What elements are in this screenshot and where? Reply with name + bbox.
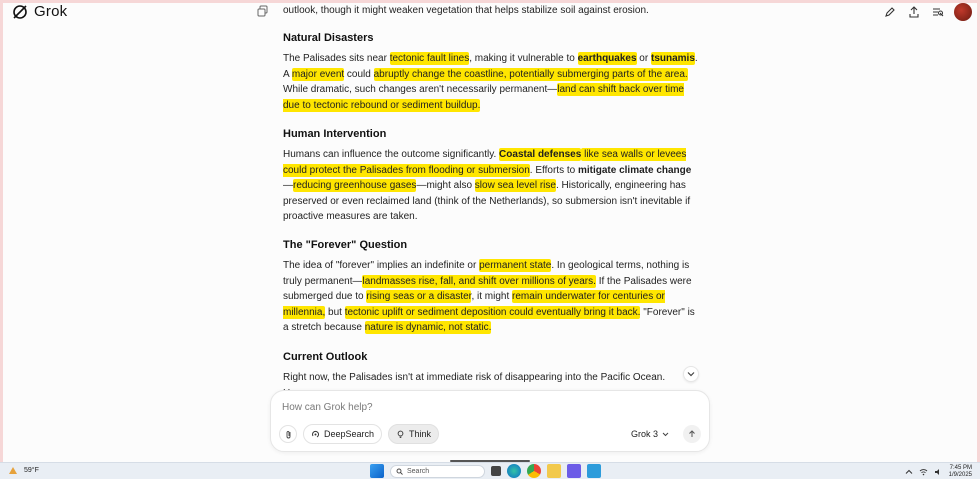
highlighted-text: reducing greenhouse gases [293, 180, 417, 192]
highlighted-text: land can shift back over time due to tectonic rebound or sediment buildup. [283, 84, 684, 111]
chrome-icon[interactable] [527, 464, 541, 478]
attach-button[interactable] [279, 425, 297, 443]
temperature: 59°F [24, 467, 39, 474]
deepsearch-label: DeepSearch [324, 429, 375, 439]
taskbar-apps [370, 464, 601, 478]
app-name: Grok [34, 3, 68, 20]
history-icon[interactable] [930, 4, 946, 20]
response-content [283, 0, 698, 383]
highlighted-text: tectonic fault lines [389, 53, 470, 64]
bold-text: mitigate climate change [577, 164, 692, 176]
prompt-composer[interactable] [270, 390, 710, 452]
section-paragraph: The Palisades sits near tectonic fault lines, making it vulnerable to earthquakes or tsunamis. A major event could abruptly change the coastline, potentially submerging parts of the area. While dramatic, such changes aren't necessarily permanent—land can shift back over time due to tectonic rebound or sediment buildup. [283, 53, 698, 111]
highlighted-text: earthquakes [577, 53, 637, 64]
highlighted-text: tectonic uplift or sediment deposition could eventually bring it back. [344, 306, 641, 318]
clock-time: 7:45 PM [949, 465, 972, 471]
prompt-input[interactable]: How can Grok help? [282, 402, 373, 413]
deepsearch-button[interactable] [303, 424, 382, 444]
weather-widget[interactable] [8, 466, 39, 475]
highlighted-text: landmasses rise, fall, and shift over millions of years. [362, 275, 596, 287]
chevron-down-icon [687, 370, 695, 378]
edit-icon[interactable] [882, 4, 898, 20]
section-paragraph: Humans can influence the outcome significantly. Coastal defenses like sea walls or levees could protect the Palisades from flooding or submersion. Efforts to mitigate climate change—reducing greenhouse gases—might also slow sea level rise. Historically, engineering has preserved or even reclaimed land (think of the Netherlands), so submersion isn't inevitable if proactive measures are taken. [283, 149, 692, 223]
chevron-up-icon[interactable] [905, 468, 913, 476]
section-heading: Current Outlook [283, 351, 368, 363]
highlighted-text: tsunamis [650, 53, 695, 64]
grok-logo-icon [12, 4, 28, 20]
taskbar [0, 462, 980, 479]
share-icon[interactable] [906, 4, 922, 20]
model-label: Grok 3 [630, 429, 658, 439]
highlighted-text: permanent state [479, 260, 552, 271]
highlighted-text: rising seas or a disaster [366, 291, 472, 303]
search-icon [396, 468, 403, 475]
taskbar-search[interactable] [390, 465, 485, 478]
think-label: Think [409, 429, 432, 439]
intro-line: outlook, though it might weaken vegetation that helps stabilize soil against erosion. [283, 5, 649, 16]
user-avatar[interactable] [954, 3, 972, 21]
store-icon[interactable] [587, 464, 601, 478]
file-explorer-icon[interactable] [547, 464, 561, 478]
deepsearch-icon [311, 430, 320, 439]
lightbulb-icon [396, 430, 405, 439]
section-heading: Natural Disasters [283, 32, 374, 44]
model-selector[interactable] [631, 429, 669, 439]
edge-icon[interactable] [507, 464, 521, 478]
paperclip-icon [284, 430, 293, 439]
clock[interactable] [949, 465, 972, 479]
highlighted-text: slow sea level rise [474, 180, 556, 192]
wifi-icon[interactable] [919, 468, 928, 476]
top-toolbar [882, 3, 972, 21]
highlighted-text: Coastal defenses [499, 149, 582, 160]
section-heading: Human Intervention [283, 128, 387, 140]
highlighted-text: major event [291, 68, 345, 80]
copy-icon[interactable] [257, 5, 269, 17]
task-view-icon[interactable] [491, 466, 501, 476]
highlighted-text: like sea walls or levees could protect the Palisades from flooding or submersion [283, 149, 687, 176]
section-heading: The "Forever" Question [283, 239, 408, 251]
clock-date: 1/9/2025 [948, 472, 972, 478]
app-icon[interactable] [567, 464, 581, 478]
scroll-down-button[interactable] [683, 366, 699, 382]
highlighted-text: remain underwater for centuries or millennia, [283, 291, 665, 318]
volume-icon[interactable] [934, 468, 943, 476]
search-label: Search [407, 467, 430, 475]
grok-logo[interactable] [12, 3, 67, 20]
section-paragraph: Right now, the Palisades isn't at immediate risk of disappearing into the Pacific Ocean. [283, 372, 666, 383]
section-paragraph: The idea of "forever" implies an indefinite or permanent state. In geological terms, nothing is truly permanent—landmasses rise, fall, and shift over millions of years. If the Palisades were submerged due to rising seas or a disaster, it might remain underwater for centuries or millennia, but tectonic uplift or sediment deposition could eventually bring it back. "Forever" is a stretch because nature is dynamic, not static. [283, 260, 695, 334]
highlighted-text: abruptly change the coastline, potentially submerging parts of the area. [373, 68, 688, 80]
think-button[interactable] [388, 424, 439, 444]
system-tray [905, 465, 972, 479]
start-icon[interactable] [370, 464, 384, 478]
highlighted-text: nature is dynamic, not static. [364, 322, 492, 334]
send-button[interactable] [683, 425, 701, 443]
arrow-up-icon [688, 430, 696, 438]
weather-icon [8, 466, 18, 475]
chevron-down-icon [662, 431, 669, 438]
